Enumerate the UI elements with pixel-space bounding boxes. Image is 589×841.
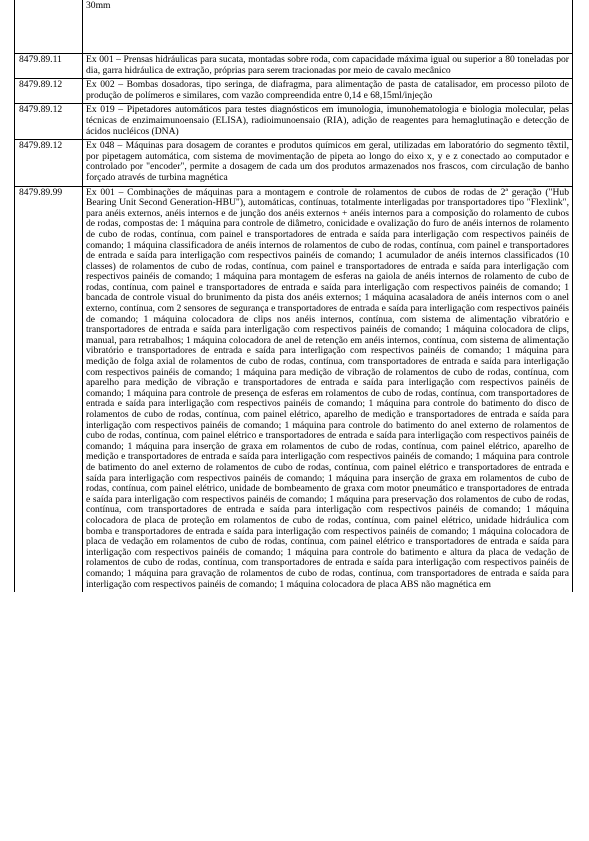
ex-description: Ex 048 – Máquinas para dosagem de corantes e produtos químicos em geral, utilizadas em laboratório do segmento têxtil, por pipetagem automática, com sistema de movimentação de pipeta ao longo do eixo x, y e z conectado ao computador e controlado por "encoder", permite a dosagem de cada um dos produtos armazenados nos frascos, com circulação de banho forçado através de turbina magnética	[83, 140, 573, 186]
table-row	[15, 54, 573, 79]
table-row	[15, 104, 573, 140]
ncm-code: 8479.89.12	[15, 104, 83, 140]
ncm-code: 8479.89.12	[15, 140, 83, 186]
ex-description: Ex 001 – Combinações de máquinas para a montagem e controle de rolamentos de cubos de rodas de 2ª geração ("Hub Bearing Unit Second Generation-HBU"), automáticas, contínuas, totalmente interligadas por transportadores tipo "Flexlink", para anéis externos, anéis internos e de junção dos anéis externos + anéis internos para a composição do rolamento de cubos de rodas, compostas de: 1 máquina para controle de diâmetro, conicidade e ovalização do furo de anéis internos de rolamento de cubo de rodas, contínua, com painel e transportadores de entrada e saída para interligação com respectivos painéis de comando; 1 máquina classificadora de anéis internos de rolamentos de cubo de rodas, contínua, com painel e transportadores de entrada e saída para interligação com respectivos painéis de comando; 1 acumulador de anéis internos classificados (10 classes) de rolamentos de cubo de rodas, contínua, com painel e transportadores de entrada e saída para interligação com respectivos painéis de comando; 1 máquina para montagem de esferas na gaiola de anéis internos de rolamento de cubo de rodas, contínua, com painel e transportadores de entrada e saída para interligação com respectivos painéis de comando; 1 bancada de controle visual do brunimento da pista dos anéis externos; 1 máquina acasaladora de anéis internos com o anel externo, contínua, com 2 sensores de segurança e transportadores de entrada e saída para interligação com respectivos painéis de comando; 1 máquina colocadora de clips nos anéis internos, contínua, com sistema de alimentação vibratório e transportadores de entrada e saída para interligação com respectivos painéis de comando; 1 máquina colocadora de clips, manual, para retrabalhos; 1 máquina colocadora de anel de retenção em anéis internos, contínua, com sistema de alimentação vibratório e transportadores de entrada e saída para interligação com respectivos painéis de comando; 1 máquina para medição de folga axial de rolamentos de cubo de rodas, contínua, com transportadores de entrada e saída para interligação com respectivos painéis de comando; 1 máquina para medição de vibração de rolamentos de cubo de rodas, contínua, com aparelho para medição de vibração e transportadores de entrada e saída para interligação com respectivos painéis de comando; 1 máquina para controle de presença de esferas em rolamentos de cubo de rodas, contínua, com transportadores de entrada e saída para interligação com respectivos painéis de comando; 1 máquina para controle do batimento do disco de rolamentos de cubo de rodas, contínua, com painel elétrico, aparelho de medição e transportadores de entrada e saída para interligação com respectivos painéis de comando; 1 máquina para controle do batimento do anel externo de rolamentos de cubo de rodas, contínua, com painel elétrico e transportadores de entrada e saída para interligação com respectivos painéis de comando; 1 máquina para inserção de graxa em rolamentos de cubo de rodas, contínua, com painel elétrico, aparelho de medição e transportadores de entrada e saída para interligação com respectivos painéis de comando; 1 máquina para controle de batimento do anel externo de rolamentos de cubo de rodas, contínua, com painel elétrico e transportadores de entrada e saída para interligação com respectivos painéis de comando; 1 máquina para inserção de graxa em rolamentos de cubo de rodas, contínua, com painel elétrico, unidade de bombeamento de graxa com motor pneumático e transportadores de entrada e saída para interligação com respectivos painéis de comando; 1 máquina para preservação dos rolamentos de cubo de rodas, contínua, com transportadores de entrada e saída para interligação com respectivos painéis de comando; 1 máquina colocadora de placa de proteção em rolamentos de cubo de rodas, contínua, com painel elétrico, unidade hidráulica com bomba e transportadores de entrada e saída para interligação com respectivos painéis de comando; 1 máquina colocadora de placa de vedação em rolamentos de cubo de rodas, contínua, com painel elétrico e transportadores de entrada e saída para interligação com respectivos painéis de comando; 1 máquina para controle do batimento e altura da placa de vedação de rolamentos de cubo de rodas, contínua, com transportadores de entrada e saída para interligação com respectivos painéis de comando; 1 máquina para gravação de rolamentos de cubo de rodas, contínua, com transportadores de entrada e saída para interligação com respectivos painéis de comando; 1 máquina colocadora de placa ABS não magnética em	[83, 186, 573, 592]
ex-description: Ex 019 – Pipetadores automáticos para testes diagnósticos em imunologia, imunohematologia e biologia molecular, pelas técnicas de enzimaimunoensaio (ELISA), radioimunoensaio (RIA), adição de reagentes para hemaglutinação e detecção de ácidos nucléicos (DNA)	[83, 104, 573, 140]
ncm-code: 8479.89.12	[15, 79, 83, 104]
table-row	[15, 140, 573, 186]
document-page	[14, 0, 573, 592]
table-row	[15, 79, 573, 104]
table-row	[15, 0, 573, 54]
ex-description: Ex 002 – Bombas dosadoras, tipo seringa, de diafragma, para alimentação de pasta de catalisador, em processo piloto de produção de polímeros e similares, com vazão compreendida entre 0,14 e 68,15ml/injeção	[83, 79, 573, 104]
table-row	[15, 186, 573, 592]
ex-description: 30mm	[83, 0, 573, 54]
ncm-code: 8479.89.11	[15, 54, 83, 79]
ncm-table	[14, 0, 573, 592]
ncm-code	[15, 0, 83, 54]
ex-description: Ex 001 – Prensas hidráulicas para sucata, montadas sobre roda, com capacidade máxima igual ou superior a 80 toneladas por dia, garra hidráulica de extração, próprias para serem tracionadas por meio de cavalo mecânico	[83, 54, 573, 79]
ncm-code: 8479.89.99	[15, 186, 83, 592]
